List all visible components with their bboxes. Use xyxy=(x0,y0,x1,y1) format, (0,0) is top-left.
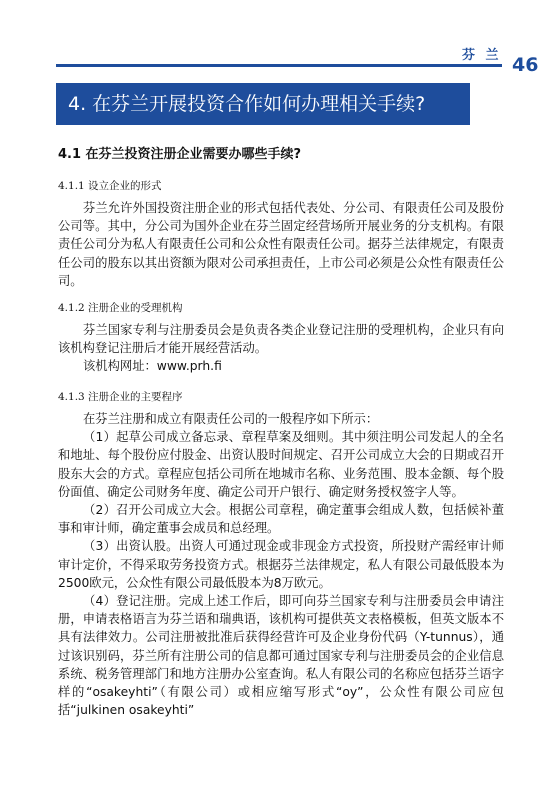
paragraph-block-4-1-2 xyxy=(58,321,504,376)
section-heading-4-1: 4.1 在芬兰投资注册企业需要办哪些手续? xyxy=(58,147,302,162)
header-country-label: 芬 兰 xyxy=(462,48,502,63)
paragraph: （3）出资认股。出资人可通过现金或非现金方式投资，所投财产需经审计师审计定价，不得采取劳务投资方式。根据芬兰法律规定，私人有限公司最低股本为2500欧元，公众性有限公司最低股本为8万欧元。 xyxy=(58,539,504,590)
subsection-heading-4-1-3: 4.1.3 注册企业的主要程序 xyxy=(58,391,183,403)
paragraph: 在芬兰注册和成立有限责任公司的一般程序如下所示： xyxy=(83,412,379,426)
page-number: 46 xyxy=(512,54,539,76)
paragraph: （1）起草公司成立备忘录、章程草案及细则。其中须注明公司发起人的全名和地址、每个股份应付股金、出资认股时间规定、召开公司成立大会的日期或召开股东大会的方式。章程应包括公司所在地城市名称、业务范围、股本金额、每个股份面值、确定公司财务年度、确定公司开户银行、确定财务授权签字人等。 xyxy=(58,430,504,499)
header-rule xyxy=(56,64,502,67)
subsection-heading-4-1-1: 4.1.1 设立企业的形式 xyxy=(58,180,162,192)
chapter-title: 4. 在芬兰开展投资合作如何办理相关手续? xyxy=(56,83,470,125)
paragraph: （2）召开公司成立大会。根据公司章程，确定董事会组成人数，包括候补董事和审计师，确定董事会成员和总经理。 xyxy=(58,503,504,536)
paragraph-block-4-1-1 xyxy=(58,199,504,290)
paragraph: 芬兰国家专利与注册委员会是负责各类企业登记注册的受理机构，企业只有向该机构登记注册后才能开展经营活动。 xyxy=(58,323,504,356)
paragraph-block-4-1-3 xyxy=(58,410,504,719)
paragraph: （4）登记注册。完成上述工作后，即可向芬兰国家专利与注册委员会申请注册，申请表格语言为芬兰语和瑞典语，该机构可提供英文表格模板，但英文版本不具有法律效力。公司注册被批准后获得经营许可及企业身份代码（Y-tunnus），通过该识别码，芬兰所有注册公司的信息都可通过国家专利与注册委员会的企业信息系统、税务管理部门和地方注册办公室查询。私人有限公司的名称应包括芬兰语字样的“osakeyhti”（有限公司）或相应缩写形式“oy”，公众性有限公司应包括“julkinen osakeyhti” xyxy=(58,594,504,718)
subsection-heading-4-1-2: 4.1.2 注册企业的受理机构 xyxy=(58,302,183,314)
website-line: 该机构网址：www.prh.fi xyxy=(83,359,222,374)
paragraph: 芬兰允许外国投资注册企业的形式包括代表处、分公司、有限责任公司及股份公司等。其中，分公司为国外企业在芬兰固定经营场所开展业务的分支机构。有限责任公司分为私人有限责任公司和公众性有限责任公司。据芬兰法律规定，有限责任公司的股东以其出资额为限对公司承担责任，上市公司必须是公众性有限责任公司。 xyxy=(58,201,504,288)
